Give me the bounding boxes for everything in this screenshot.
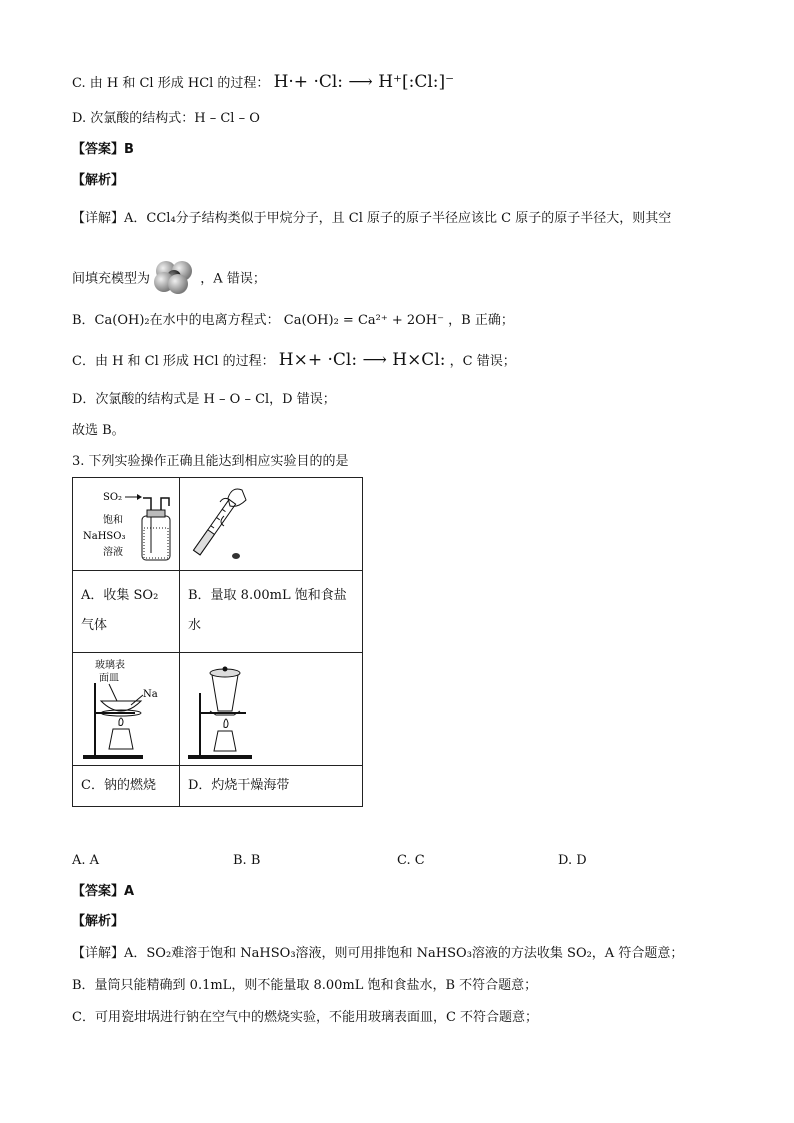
option-c-formula: H·+ ·Cl: ⟶ H⁺[:Cl:]⁻ — [273, 72, 455, 92]
option-c: C. C — [397, 853, 425, 868]
detail2-a-line: 【详解】A．SO₂难溶于饱和 NaHSO₃溶液，则可用排饱和 NaHSO₃溶液的方法收集 SO₂，A 符合题意； — [72, 946, 684, 961]
caption-a-line2: 气体 — [81, 618, 108, 633]
graduated-cylinder-icon — [180, 478, 362, 570]
detail-c-tail: ，C 错误； — [449, 354, 516, 369]
caption-b-line2: 水 — [188, 618, 202, 633]
answer-label: 【答案】B — [72, 142, 134, 157]
caption-a — [73, 571, 180, 653]
label-saturated: 饱和 — [103, 515, 123, 526]
analysis-label: 【解析】 — [72, 173, 125, 188]
label-watch-glass-1: 玻璃表 — [95, 660, 125, 671]
watch-glass-burner-icon — [73, 653, 179, 765]
cell-d-image — [180, 653, 363, 766]
option-c-line — [72, 73, 454, 93]
detail-c-eq: H×+ ·Cl: ⟶ H×Cl: — [278, 350, 446, 370]
label-solution: 溶液 — [103, 547, 123, 558]
gas-washing-bottle-icon — [73, 478, 179, 570]
detail-a2-tail: ，A 错误； — [200, 271, 266, 287]
cell-b-image — [180, 478, 363, 571]
cell-c-image — [73, 653, 180, 766]
crucible-burner-icon — [180, 653, 362, 765]
detail-d-line: D．次氯酸的结构式是 H – O – Cl，D 错误； — [72, 392, 336, 407]
question-3-table — [72, 477, 363, 807]
detail-a-line: 【详解】A．CCl₄分子结构类似于甲烷分子，且 Cl 原子的原子半径应该比 C 原子的原子半径大，则其空 — [72, 211, 672, 226]
detail-c-line — [72, 351, 516, 371]
option-b: B. B — [233, 853, 261, 868]
conclusion-line: 故选 B。 — [72, 423, 125, 438]
option-a: A. A — [72, 853, 100, 868]
space-fill-model-icon — [154, 260, 196, 294]
cell-a-image — [73, 478, 180, 571]
caption-b — [180, 571, 363, 653]
option-c-text: C. 由 H 和 Cl 形成 HCl 的过程： — [72, 76, 270, 91]
option-d: D. D — [558, 853, 587, 868]
caption-d: D．灼烧干燥海带 — [180, 766, 363, 807]
caption-b-line1: B．量取 8.00mL 饱和食盐 — [188, 588, 347, 603]
detail-c-prefix: C．由 H 和 Cl 形成 HCl 的过程： — [72, 354, 275, 369]
detail-b-line — [72, 312, 514, 330]
analysis2-label: 【解析】 — [72, 914, 125, 929]
caption-c: C．钠的燃烧 — [73, 766, 180, 807]
detail-a2-line — [72, 262, 266, 296]
detail-b-tail: ，B 正确； — [448, 313, 514, 328]
caption-a-line1: A．收集 SO₂ — [81, 588, 159, 603]
label-na: Na — [143, 689, 158, 700]
detail2-b-line: B．量筒只能精确到 0.1mL，则不能量取 8.00mL 饱和食盐水，B 不符合题意； — [72, 978, 538, 993]
label-watch-glass-2: 面皿 — [99, 673, 119, 684]
answer2-label: 【答案】A — [72, 884, 135, 899]
detail2-c-line: C．可用瓷坩埚进行钠在空气中的燃烧实验，不能用玻璃表面皿，C 不符合题意； — [72, 1010, 539, 1025]
detail-a2-text: 间填充模型为 — [72, 271, 151, 287]
question-3-title: 3. 下列实验操作正确且能达到相应实验目的的是 — [72, 454, 349, 469]
label-nahso3: NaHSO₃ — [83, 531, 126, 542]
label-so2: SO₂ — [103, 492, 123, 503]
option-d-line: D. 次氯酸的结构式：H – Cl – O — [72, 111, 260, 126]
detail-b-prefix: B．Ca(OH)₂在水中的电离方程式： — [72, 313, 280, 328]
detail-b-eq: Ca(OH)₂ = Ca²⁺ + 2OH⁻ — [283, 313, 445, 328]
